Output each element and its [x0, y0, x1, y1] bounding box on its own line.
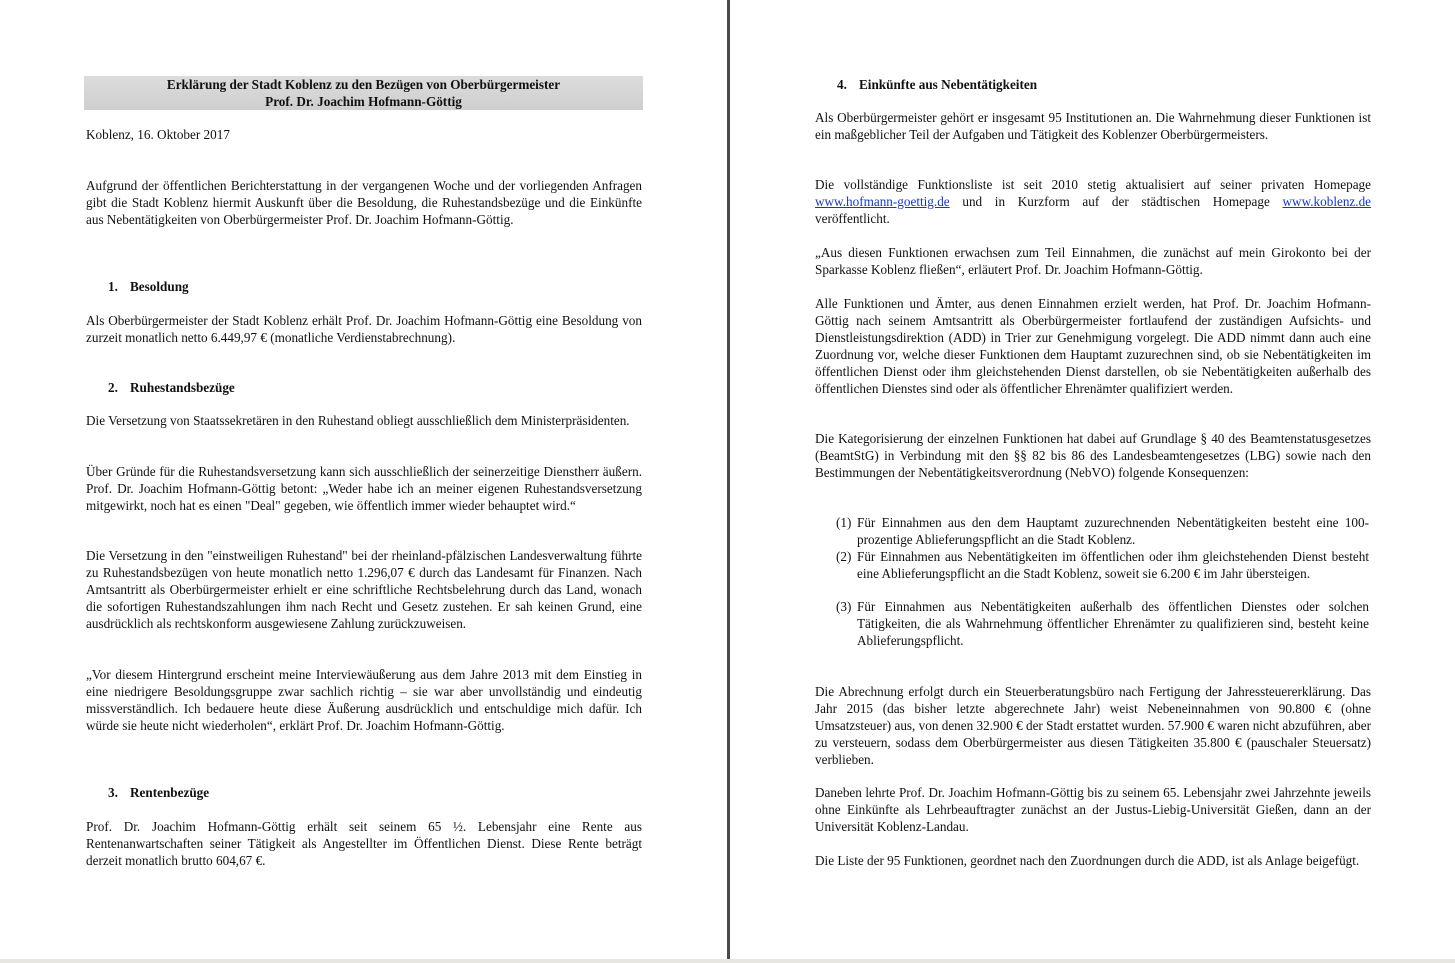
paragraph-2-text-a: Die vollständige Funktionsliste ist seit 2010 stetig aktualisiert auf seiner privaten Homepage [815, 177, 1371, 192]
section-2-heading [108, 380, 235, 396]
section-3-title: Rentenbezüge [130, 785, 210, 800]
list-marker: (2) [836, 549, 852, 564]
section-4-paragraph-3: „Aus diesen Funktionen erwachsen zum Teil Einnahmen, die zunächst auf mein Girokonto bei der Sparkasse Koblenz fließen“, erläutert Prof. Dr. Joachim Hofmann-Göttig. [815, 245, 1371, 277]
link-hofmann-goettig[interactable]: www.hofmann-goettig.de [815, 193, 950, 209]
list-marker: (3) [836, 599, 852, 614]
section-2-paragraph-4: „Vor diesem Hintergrund erscheint meine Interviewäußerung aus dem Jahre 2013 mit dem Einstieg in eine niedrigere Besoldungsgruppe zwar sachlich richtig – sie war aber unvollständig und eindeutig missverständlich. Ich bedauere heute diese Äußerung ausdrücklich und entschuldige mich dafür. Ich würde sie heute nicht wiederholen“, erklärt Prof. Dr. Joachim Hofmann-Göttig. [86, 667, 642, 733]
page-right [731, 0, 1455, 963]
section-4-paragraph-7: Daneben lehrte Prof. Dr. Joachim Hofmann-Göttig bis zu seinem 65. Lebensjahr zwei Jahrzehnte jeweils ohne Einkünfte als Lehrbeauftragter zunächst an der Justus-Liebig-Universität Gießen, dann an der Universität Koblenz-Landau. [815, 785, 1371, 834]
section-4-heading [837, 77, 1037, 93]
section-2-number: 2. [108, 380, 118, 395]
section-2-title: Ruhestandsbezüge [130, 380, 235, 395]
page-divider [727, 0, 730, 963]
paragraph-2-text-c: veröffentlicht. [815, 210, 890, 226]
document-date: Koblenz, 16. Oktober 2017 [86, 127, 230, 142]
page-bottom-edge [0, 959, 1455, 963]
section-3-number: 3. [108, 785, 118, 800]
section-2-paragraph-2: Über Gründe für die Ruhestandsversetzung kann sich ausschließlich der seinerzeitige Dienstherr äußern. Prof. Dr. Joachim Hofmann-Göttig betont: „Weder habe ich an meiner eigenen Ruhestandsversetzung mitgewirkt, noch hat es einen "Deal" gegeben, wie öffentlich immer wieder behauptet wird.“ [86, 464, 642, 513]
section-4-paragraph-6: Die Abrechnung erfolgt durch ein Steuerberatungsbüro nach Fertigung der Jahressteuererklärung. Das Jahr 2015 (das bisher letzte abgerechnete Jahr) weist Nebeneinnahmen von 90.800 € (ohne Umsatzsteuer) aus, von denen 32.900 € der Stadt erstattet wurden. 57.900 € waren nicht abzuführen, aber zu versteuern, sodass dem Oberbürgermeister aus diesen Tätigkeiten 35.800 € (pauschaler Steuersatz) verblieben. [815, 684, 1371, 767]
section-4-number: 4. [837, 77, 847, 92]
section-2-paragraph-3: Die Versetzung in den "einstweiligen Ruhestand" bei der rheinland-pfälzischen Landesverwaltung führte zu Ruhestandsbezügen von heute monatlich netto 1.296,07 € durch das Landesamt für Finanzen. Nach Amtsantritt als Oberbürgermeister erhielt er eine schriftliche Rechtsbelehrung durch das Land, wonach die sofortigen Ruhestandszahlungen ihm nach Recht und Gesetz zustehen. Er sah keinen Grund, eine ausdrücklich als rechtskonform ausgewiesene Zahlung zurückzuweisen. [86, 548, 642, 631]
section-1-heading [108, 279, 189, 295]
section-4-paragraph-5: Die Kategorisierung der einzelnen Funktionen hat dabei auf Grundlage § 40 des Beamtenstatusgesetzes (BeamtStG) in Verbindung mit den §§ 82 bis 86 des Landesbeamtengesetzes (LBG) sowie nach den Bestimmungen der Nebentätigkeitsverordnung (NebVO) folgende Konsequenzen: [815, 431, 1371, 480]
section-4-title: Einkünfte aus Nebentätigkeiten [859, 77, 1038, 92]
paragraph-2-text-b: und in Kurzform auf der städtischen Homepage [962, 193, 1270, 209]
section-4-paragraph-8: Die Liste der 95 Funktionen, geordnet nach den Zuordnungen durch die ADD, ist als Anlage beigefügt. [815, 853, 1360, 868]
list-marker: (1) [836, 515, 852, 530]
section-3-paragraph: Prof. Dr. Joachim Hofmann-Göttig erhält seit seinem 65 ½. Lebensjahr eine Rente aus Rentenanwartschaften seiner Tätigkeit als Angestellter im Öffentlichen Dienst. Diese Rente beträgt derzeit monatlich brutto 604,67 €. [86, 819, 642, 868]
list-text: Für Einnahmen aus Nebentätigkeiten außerhalb des öffentlichen Dienstes oder solchen Tätigkeiten, die als Wahrnehmung öffentlicher Ehrenämter zu qualifizieren sind, besteht keine Ablieferungspflicht. [857, 599, 1369, 648]
page-left [0, 0, 727, 963]
section-1-paragraph: Als Oberbürgermeister der Stadt Koblenz erhält Prof. Dr. Joachim Hofmann-Göttig eine Besoldung von zurzeit monatlich netto 6.449,97 € (monatliche Verdienstabrechnung). [86, 313, 642, 345]
section-1-title: Besoldung [130, 279, 189, 294]
section-4-paragraph-1: Als Oberbürgermeister gehört er insgesamt 95 Institutionen an. Die Wahrnehmung dieser Funktionen ist ein maßgeblicher Teil der Aufgaben und Tätigkeit des Koblenzer Oberbürgermeisters. [815, 110, 1371, 142]
document-title [84, 76, 643, 110]
section-1-number: 1. [108, 279, 118, 294]
list-text: Für Einnahmen aus Nebentätigkeiten im öffentlichen oder ihm gleichstehenden Dienst besteht eine Ablieferungspflicht an die Stadt Koblenz, soweit sie 6.200 € im Jahr übersteigen. [857, 549, 1369, 581]
section-2-paragraph-1: Die Versetzung von Staatssekretären in den Ruhestand obliegt ausschließlich dem Ministerpräsidenten. [86, 413, 630, 428]
link-koblenz[interactable]: www.koblenz.de [1282, 193, 1372, 209]
section-4-paragraph-2 [815, 177, 1371, 228]
section-3-heading [108, 785, 209, 801]
section-4-paragraph-4: Alle Funktionen und Ämter, aus denen Einnahmen erzielt werden, hat Prof. Dr. Joachim Hofmann-Göttig nach seinem Amtsantritt als Oberbürgermeister fortlaufend der zuständigen Aufsichts- und Dienstleistungsdirektion (ADD) in Trier zur Genehmigung vorgelegt. Die ADD nimmt dann auch eine Zuordnung vor, welche dieser Funktionen dem Hauptamt zuzurechnen sind, ob sie Nebentätigkeiten im öffentlichen Dienst oder ihm gleichstehenden Dienst darstellen, ob sie Nebentätigkeiten außerhalb des öffentlichen Dienstes sind oder als öffentlicher Ehrenämter qualifiziert werden. [815, 296, 1371, 396]
title-line-2: Prof. Dr. Joachim Hofmann-Göttig [265, 93, 462, 109]
intro-paragraph: Aufgrund der öffentlichen Berichterstattung in der vergangenen Woche und der vorliegenden Anfragen gibt die Stadt Koblenz hiermit Auskunft über die Besoldung, die Ruhestandsbezüge und die Einkünfte aus Nebentätigkeiten von Oberbürgermeister Prof. Dr. Joachim Hofmann-Göttig. [86, 178, 642, 227]
title-line-1: Erklärung der Stadt Koblenz zu den Bezügen von Oberbürgermeister [166, 77, 561, 92]
list-text: Für Einnahmen aus den dem Hauptamt zuzurechnenden Nebentätigkeiten besteht eine 100-prozentige Ablieferungspflicht an die Stadt Koblenz. [857, 515, 1369, 547]
